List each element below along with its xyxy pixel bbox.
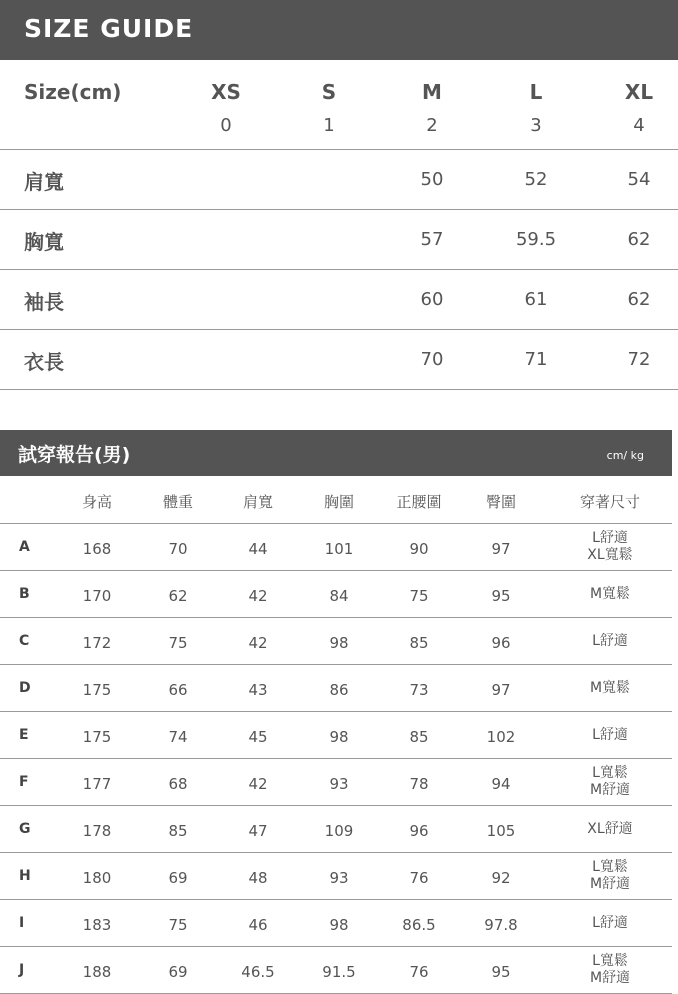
fit-size-line: L寬鬆 — [592, 859, 628, 875]
fit-value: 70 — [168, 540, 188, 558]
fit-size-cell — [570, 900, 650, 946]
fit-value: 97 — [491, 540, 511, 558]
size-name: XL — [624, 80, 654, 104]
fit-value: 175 — [82, 681, 112, 699]
fit-value: 170 — [82, 587, 112, 605]
size-row — [0, 150, 678, 210]
fit-column-header: 臀圍 — [485, 493, 516, 511]
fit-value: 98 — [329, 916, 349, 934]
fit-column-header: 穿著尺寸 — [579, 493, 640, 511]
fit-row — [0, 853, 672, 900]
fit-size-line: L舒適 — [592, 530, 628, 546]
fit-value: 91.5 — [322, 963, 356, 981]
fit-column-header: 體重 — [162, 493, 193, 511]
size-number: 3 — [530, 115, 542, 136]
fit-size-cell — [570, 524, 650, 570]
measurement-value: 62 — [627, 289, 651, 310]
fit-value: 96 — [409, 822, 429, 840]
fit-value: 44 — [248, 540, 268, 558]
fit-value: 86 — [329, 681, 349, 699]
fit-value: 95 — [491, 587, 511, 605]
fit-value: 48 — [248, 869, 268, 887]
row-id: E — [19, 727, 29, 743]
fit-value: 94 — [491, 775, 511, 793]
fit-value: 75 — [409, 587, 429, 605]
measurement-value: 57 — [420, 229, 444, 250]
fit-value: 105 — [486, 822, 516, 840]
fit-size-line: L寬鬆 — [592, 765, 628, 781]
fit-value: 177 — [82, 775, 112, 793]
fit-value: 97 — [491, 681, 511, 699]
fit-size-cell — [570, 759, 650, 805]
fit-value: 188 — [82, 963, 112, 981]
measurement-value: 59.5 — [515, 229, 557, 250]
fit-value: 85 — [409, 728, 429, 746]
fit-value: 180 — [82, 869, 112, 887]
fit-size-cell — [570, 618, 650, 664]
size-row — [0, 270, 678, 330]
fit-value: 47 — [248, 822, 268, 840]
size-row — [0, 210, 678, 270]
fit-value: 73 — [409, 681, 429, 699]
fit-column-header: 正腰圍 — [396, 493, 442, 511]
measurement-value: 60 — [420, 289, 444, 310]
fit-value: 75 — [168, 634, 188, 652]
row-id: A — [19, 539, 30, 555]
fit-value: 76 — [409, 869, 429, 887]
size-number: 0 — [220, 115, 232, 136]
size-guide-header-row — [0, 60, 678, 150]
size-name: M — [422, 80, 442, 104]
fit-value: 101 — [324, 540, 354, 558]
fit-column-header: 肩寬 — [242, 493, 273, 511]
fit-value: 96 — [491, 634, 511, 652]
fit-row — [0, 900, 672, 947]
fit-value: 75 — [168, 916, 188, 934]
size-name: XS — [211, 80, 241, 104]
measurement-value: 72 — [627, 349, 651, 370]
fit-value: 62 — [168, 587, 188, 605]
fit-value: 45 — [248, 728, 268, 746]
fit-report-title: 試穿報告(男) — [18, 444, 131, 466]
fit-size-cell — [570, 806, 650, 852]
fit-size-cell — [570, 665, 650, 711]
fit-size-line: XL寬鬆 — [587, 547, 633, 563]
fit-value: 66 — [168, 681, 188, 699]
measurement-label: 肩寬 — [24, 170, 64, 194]
fit-value: 46.5 — [241, 963, 275, 981]
fit-value: 46 — [248, 916, 268, 934]
fit-size-line: XL舒適 — [587, 820, 633, 837]
fit-report-header-row — [0, 476, 672, 524]
row-id: C — [19, 633, 30, 649]
fit-value: 93 — [329, 869, 349, 887]
size-guide-title: SIZE GUIDE — [24, 14, 194, 43]
fit-size-line: M舒適 — [589, 782, 631, 798]
fit-value: 183 — [82, 916, 112, 934]
fit-size-line: L舒適 — [592, 632, 628, 649]
measurement-value: 71 — [524, 349, 548, 370]
fit-value: 84 — [329, 587, 349, 605]
size-row — [0, 330, 678, 390]
fit-row — [0, 571, 672, 618]
size-guide-table — [0, 60, 678, 390]
fit-value: 69 — [168, 963, 188, 981]
fit-value: 85 — [168, 822, 188, 840]
fit-value: 178 — [82, 822, 112, 840]
fit-value: 85 — [409, 634, 429, 652]
fit-report-header — [0, 430, 672, 476]
fit-value: 109 — [324, 822, 354, 840]
fit-row — [0, 759, 672, 806]
fit-report-table — [0, 476, 672, 994]
fit-value: 86.5 — [402, 916, 436, 934]
fit-value: 93 — [329, 775, 349, 793]
measurement-label: 袖長 — [24, 290, 64, 314]
fit-size-cell — [570, 571, 650, 617]
size-label-header: Size(cm) — [24, 80, 122, 104]
fit-value: 42 — [248, 587, 268, 605]
size-name: L — [529, 80, 543, 104]
fit-row — [0, 665, 672, 712]
row-id: H — [19, 868, 31, 884]
fit-column-header: 胸圍 — [323, 493, 354, 511]
fit-value: 42 — [248, 634, 268, 652]
size-number: 4 — [633, 115, 645, 136]
measurement-value: 54 — [627, 169, 651, 190]
measurement-value: 52 — [524, 169, 548, 190]
fit-size-cell — [570, 712, 650, 758]
fit-value: 98 — [329, 728, 349, 746]
size-number: 1 — [323, 115, 335, 136]
fit-size-line: M寬鬆 — [589, 679, 631, 696]
fit-value: 69 — [168, 869, 188, 887]
fit-value: 95 — [491, 963, 511, 981]
fit-value: 74 — [168, 728, 188, 746]
fit-size-line: L舒適 — [592, 914, 628, 931]
fit-value: 102 — [486, 728, 516, 746]
fit-value: 42 — [248, 775, 268, 793]
fit-value: 175 — [82, 728, 112, 746]
fit-value: 97.8 — [484, 916, 518, 934]
measurement-label: 胸寬 — [24, 230, 64, 254]
fit-size-cell — [570, 947, 650, 993]
size-name: S — [321, 80, 337, 104]
fit-size-line: M舒適 — [589, 970, 631, 986]
fit-size-line: L舒適 — [592, 726, 628, 743]
measurement-value: 70 — [420, 349, 444, 370]
fit-size-line: M寬鬆 — [589, 585, 631, 602]
size-number: 2 — [426, 115, 438, 136]
row-id: I — [19, 915, 25, 931]
measurement-value: 61 — [524, 289, 548, 310]
fit-report-unit: cm/ kg — [606, 449, 644, 462]
row-id: D — [19, 680, 31, 696]
fit-row — [0, 947, 672, 994]
fit-value: 78 — [409, 775, 429, 793]
fit-size-cell — [570, 853, 650, 899]
row-id: B — [19, 586, 30, 602]
fit-column-header: 身高 — [81, 493, 112, 511]
row-id: G — [19, 821, 31, 837]
measurement-label: 衣長 — [24, 350, 64, 374]
size-guide-header — [0, 0, 678, 60]
row-id: J — [19, 962, 25, 978]
fit-value: 90 — [409, 540, 429, 558]
row-id: F — [19, 774, 29, 790]
fit-row — [0, 712, 672, 759]
fit-value: 68 — [168, 775, 188, 793]
fit-value: 98 — [329, 634, 349, 652]
fit-row — [0, 806, 672, 853]
fit-value: 43 — [248, 681, 268, 699]
fit-value: 76 — [409, 963, 429, 981]
fit-value: 168 — [82, 540, 112, 558]
fit-row — [0, 618, 672, 665]
fit-value: 92 — [491, 869, 511, 887]
fit-row — [0, 524, 672, 571]
fit-size-line: L寬鬆 — [592, 953, 628, 969]
fit-value: 172 — [82, 634, 112, 652]
measurement-value: 50 — [420, 169, 444, 190]
fit-size-line: M舒適 — [589, 876, 631, 892]
measurement-value: 62 — [627, 229, 651, 250]
